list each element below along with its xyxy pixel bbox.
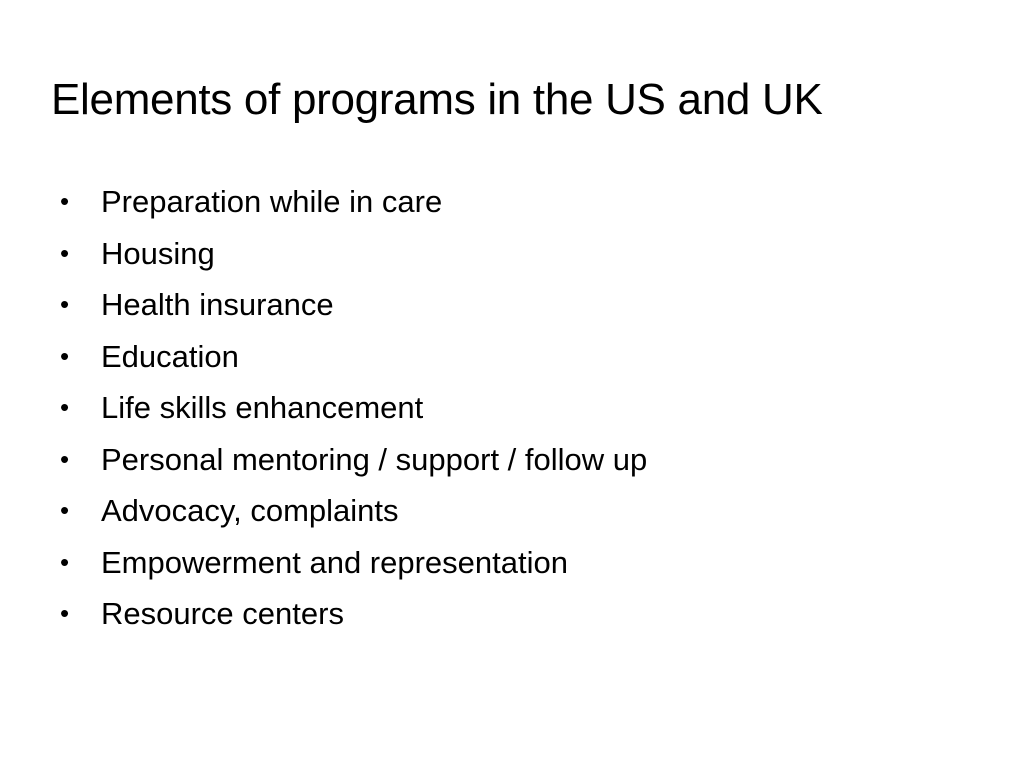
bullet-item (60, 176, 980, 228)
slide-title: Elements of programs in the US and UK (51, 75, 823, 124)
bullet-text: Housing (101, 235, 215, 271)
bullet-icon: • (60, 546, 70, 577)
bullet-icon: • (60, 598, 70, 628)
bullet-text: Health insurance (101, 287, 334, 322)
bullet-text: Education (101, 338, 239, 374)
bullet-icon: • (60, 186, 70, 216)
bullet-icon: • (60, 237, 70, 268)
bullet-item (60, 588, 980, 640)
bullet-item (60, 228, 980, 280)
bullet-icon: • (60, 392, 70, 422)
bullet-item (60, 434, 980, 486)
bullet-text: Preparation while in care (101, 184, 443, 219)
bullet-text: Life skills enhancement (101, 390, 424, 425)
bullet-item (60, 537, 980, 589)
bullet-item (60, 279, 980, 331)
bullet-icon: • (60, 495, 70, 525)
bullet-icon: • (60, 289, 70, 319)
bullet-text: Empowerment and representation (101, 544, 568, 580)
bullet-text: Personal mentoring / support / follow up (101, 441, 648, 477)
bullet-icon: • (60, 340, 70, 371)
bullet-icon: • (60, 443, 70, 474)
bullet-item (60, 382, 980, 434)
bullet-item (60, 331, 980, 383)
bullet-item (60, 485, 980, 537)
bullet-list (60, 176, 980, 640)
bullet-text: Advocacy, complaints (101, 493, 399, 528)
bullet-text: Resource centers (101, 596, 344, 631)
